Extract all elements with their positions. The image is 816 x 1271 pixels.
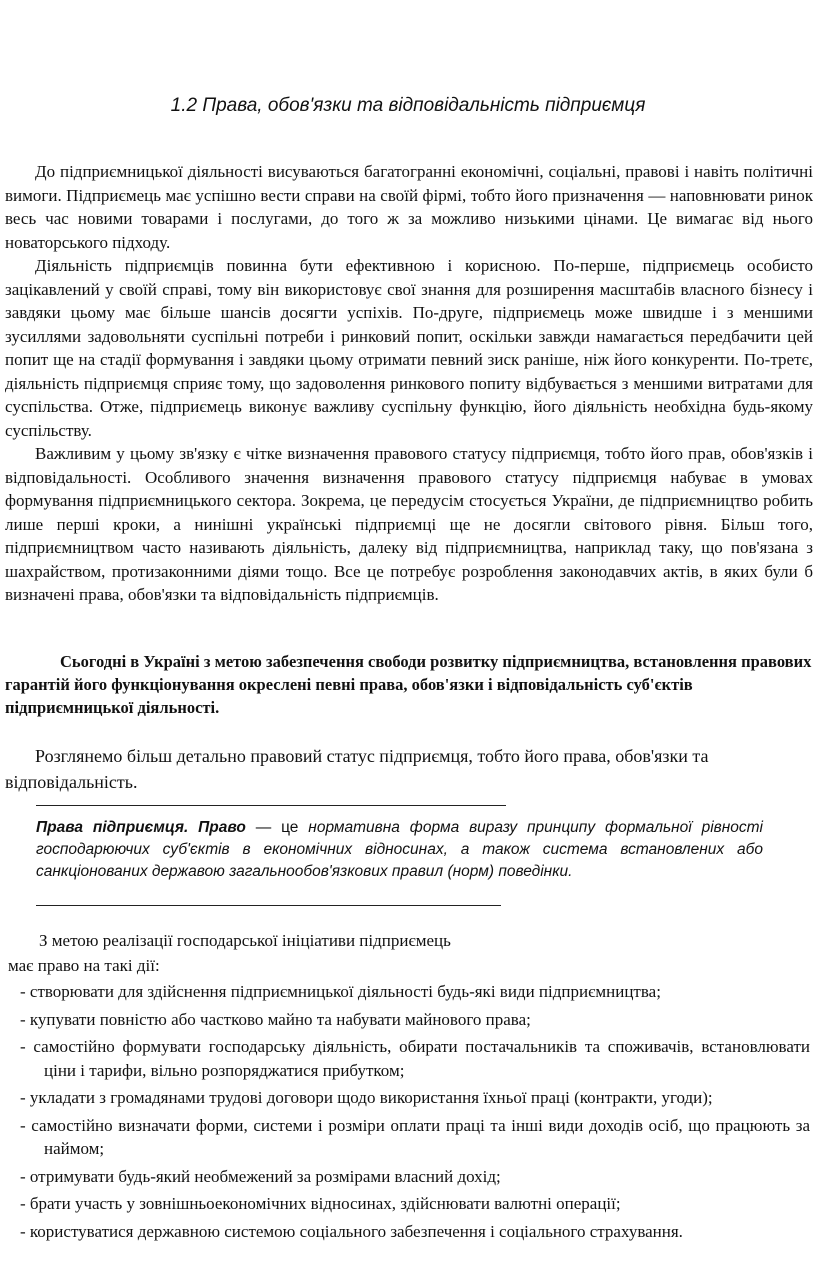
definition-top-rule — [36, 805, 506, 806]
paragraph-guarantees: Сьогодні в Україні з метою забезпечення свободи розвитку підприємництва, встановлення правових гарантій його функціонування окреслені певні права, обов'язки і відповідальність суб'єктів підприємницької діяльності. — [5, 652, 812, 717]
definition-text: нормативна форма виразу принципу формальної рівності господарюючих суб'єктів в економічних відносинах, а також система встановлених або санкціонованих державою загальнообов'язкових правил (норм) поведінки. — [36, 819, 763, 880]
definition-block — [36, 817, 763, 883]
section-title: 1.2 Права, обов'язки та відповідальність підприємця — [170, 95, 646, 116]
definition-dash: — — [245, 819, 282, 836]
definition-term: Права підприємця. Право — [36, 819, 246, 836]
list-item: - користуватися державною системою соціального забезпечення і соціального страхування. — [20, 1221, 683, 1241]
paragraph-legal-status: Важливим у цьому зв'язку є чітке визначення правового статусу підприємця, тобто його прав, обов'язків і відповідальності. Особливого значення визначення правового статусу підприємця набуває в умовах формування підприємницького сектора. Зокрема, це передусім стосується України, де підприємництво робить лише перші кроки, а нинішні українські підприємці ще не досягли світового рівня. Більш того, підприємництвом часто називають діяльність, далеку від підприємництва, наприклад таку, що пов'язана з шахрайством, протизаконними діями тощо. Все це потребує розроблення законодавчих актів, в яких були б визначені права, обов'язки та відповідальність підприємців. — [5, 444, 813, 604]
rights-intro — [8, 928, 808, 978]
list-item: - укладати з громадянами трудові договори щодо використання їхньої праці (контракти, угоди); — [20, 1088, 713, 1107]
list-item: - самостійно визначати форми, системи і розміри оплати праці та інші види доходів осіб, що працюють за наймом; — [20, 1115, 810, 1158]
list-item: - отримувати будь-який необмежений за розмірами власний дохід; — [20, 1166, 501, 1186]
paragraph-review: Розглянемо більш детально правовий статус підприємця, тобто його права, обов'язки та відповідальність. — [5, 746, 709, 792]
intro-text — [5, 160, 813, 607]
rights-list — [20, 980, 810, 1247]
paragraph-effectiveness: Діяльність підприємців повинна бути ефективною і корисною. По-перше, підприємець особисто зацікавлений у своїй справі, тому він використовує свої знання для розширення масштабів власного бізнесу і завдяки цьому має більше шансів досягти успіхів. По-друге, підприємець може швидше і з меншими зусиллями задовольняти суспільні потреби і ринковий попит, оскільки завжди намагається передбачити цей попит ще на стадії формування і завдяки цьому отримати певний зиск раніше, ніж його конкуренти. По-третє, діяльність підприємця сприяє тому, що задоволення ринкового попиту відбувається з меншими витратами для суспільства. Отже, підприємець виконує важливу суспільну функцію, його діяльність необхідна будь-якому суспільству. — [5, 256, 813, 440]
paragraph-requirements: До підприємницької діяльності висуваються багатогранні економічні, соціальні, правові і навіть політичні вимоги. Підприємець має успішно вести справи на своїй фірмі, тобто його призначення — наповнювати ринок весь час новими товарами і послугами, до того ж за можливо низькими цінами. Це вимагає від нього новаторського підходу. — [5, 162, 813, 252]
list-item: - купувати повністю або частково майно та набувати майнового права; — [20, 1009, 531, 1029]
list-item: - створювати для здійснення підприємницької діяльності будь-які види підприємництва; — [20, 982, 661, 1001]
list-item: - самостійно формувати господарську діяльність, обирати постачальників та споживачів, встановлювати ціни і тарифи, вільно розпоряджатися прибутком; — [20, 1037, 810, 1080]
rights-intro-line-2: має право на такі дії: — [8, 956, 160, 975]
definition-bottom-rule — [36, 905, 501, 906]
rights-intro-line-1: З метою реалізації господарської ініціативи підприємець — [39, 931, 451, 950]
list-item: - брати участь у зовнішньоекономічних відносинах, здійснювати валютні операції; — [20, 1194, 621, 1213]
definition-connector: це — [281, 819, 299, 836]
